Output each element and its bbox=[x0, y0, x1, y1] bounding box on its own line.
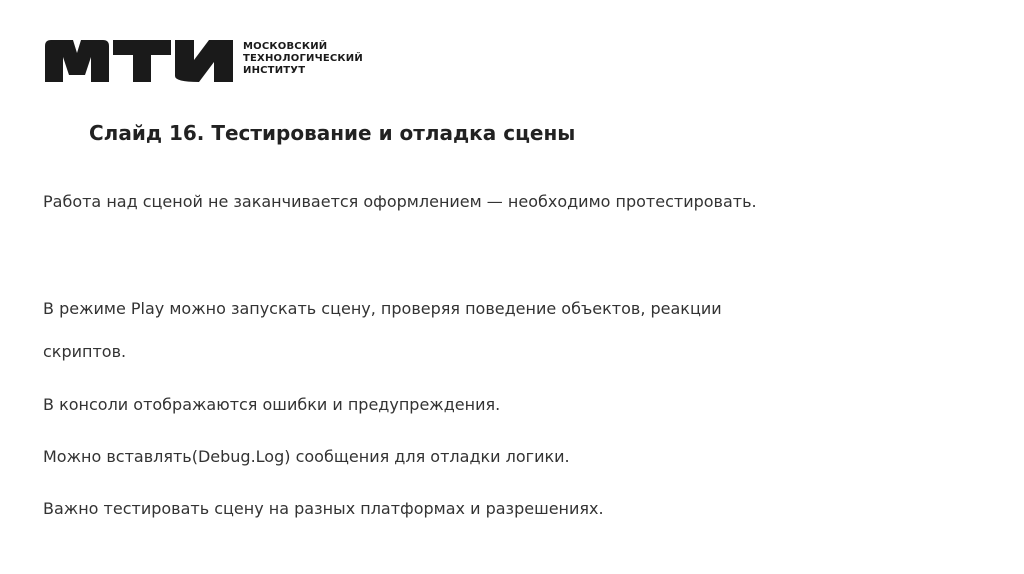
paragraph-console: В консоли отображаются ошибки и предупреждения. bbox=[43, 395, 501, 414]
slide-title: Слайд 16. Тестирование и отладка сцены bbox=[89, 121, 576, 145]
institute-name-line-3: ИНСТИТУТ bbox=[243, 65, 306, 76]
paragraph-play-mode: В режиме Play можно запускать сцену, проверяя поведение объектов, реакции bbox=[43, 299, 722, 318]
mti-logo-mark bbox=[45, 40, 233, 82]
paragraph-intro: Работа над сценой не заканчивается оформлением — необходимо протестировать. bbox=[43, 192, 757, 211]
institute-name-line-2: ТЕХНОЛОГИЧЕСКИЙ bbox=[243, 53, 363, 64]
institute-name-line-1: МОСКОВСКИЙ bbox=[243, 41, 328, 52]
paragraph-debug-log: Можно вставлять(Debug.Log) сообщения для отладки логики. bbox=[43, 447, 570, 466]
institute-name bbox=[243, 41, 363, 77]
paragraph-play-mode-cont: скриптов. bbox=[43, 342, 127, 361]
institute-logo bbox=[45, 40, 363, 82]
paragraph-platforms: Важно тестировать сцену на разных платформах и разрешениях. bbox=[43, 499, 604, 518]
